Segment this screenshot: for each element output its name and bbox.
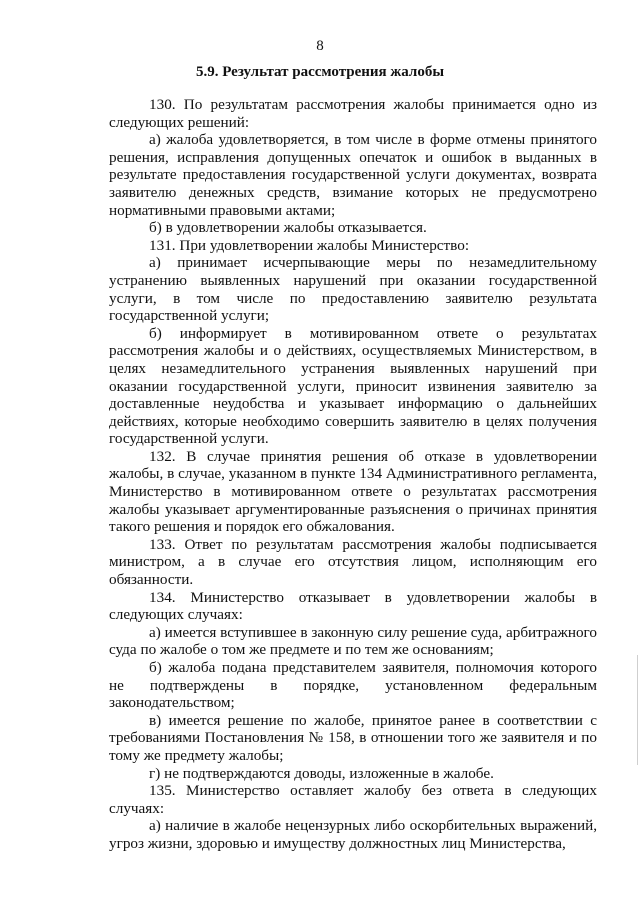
paragraph-134-a: а) имеется вступившее в законную силу решение суда, арбитражного суда по жалобе о том же предмете и по тем же основаниям; [109,623,597,659]
paragraph-132: 132. В случае принятия решения об отказе в удовлетворении жалобы, в случае, указанном в пункте 134 Административного регламента, Министерство в мотивированном ответе о результатах рассмотрения жалобы указывает аргументированные разъяснения о причинах принятия такого решения и порядок его обжалования. [109,447,597,536]
scan-edge-mark [637,655,638,765]
paragraph-133: 133. Ответ по результатам рассмотрения жалобы подписывается министром, а в случае его отсутствия лицом, исполняющим его обязанности. [109,535,597,589]
paragraph-135-a: а) наличие в жалобе нецензурных либо оскорбительных выражений, угроз жизни, здоровью и имуществу должностных лиц Министерства, [109,817,597,852]
paragraph-134-b: б) жалоба подана представителем заявителя, полномочия которого не подтверждены в порядке, установленном федеральным законодательством; [109,659,597,712]
paragraph-130-b: б) в удовлетворении жалобы отказывается. [149,219,427,237]
paragraph-134-v: в) имеется решение по жалобе, принятое ранее в соответствии с требованиями Постановления № 158, в отношении того же заявителя и по тому же предмету жалобы; [109,711,597,764]
paragraph-130: 130. По результатам рассмотрения жалобы принимается одно из следующих решений: [109,96,597,131]
paragraph-135: 135. Министерство оставляет жалобу без ответа в следующих случаях: [109,782,597,817]
paragraph-134: 134. Министерство отказывает в удовлетворении жалобы в следующих случаях: [109,588,597,624]
paragraph-131-a: а) принимает исчерпывающие меры по незамедлительному устранению выявленных нарушений при оказании государственной услуги, в том числе по предоставлению заявителю результата государственной услуги; [109,254,597,325]
paragraph-131-b: б) информирует в мотивированном ответе о результатах рассмотрения жалобы и о действиях, осуществляемых Министерством, в целях незамедлительного устранения выявленных нарушений при оказании государственной услуги, приносит извинения заявителю за доставленные неудобства и указывает информацию о дальнейших действиях, которые необходимо совершить заявителю в целях получения государственной услуги. [109,324,597,448]
paragraph-134-g: г) не подтверждаются доводы, изложенные в жалобе. [149,764,494,782]
page-number: 8 [316,38,324,54]
section-title: 5.9. Результат рассмотрения жалобы [195,64,445,80]
paragraph-131: 131. При удовлетворении жалобы Министерство: [149,236,470,254]
paragraph-130-a: а) жалоба удовлетворяется, в том числе в форме отмены принятого решения, исправления допущенных опечаток и ошибок в выданных в результате предоставления государственной услуги документах, возврата заявителю денежных средств, взимание которых не предусмотрено нормативными правовыми актами; [109,131,597,219]
body-text [109,96,597,853]
